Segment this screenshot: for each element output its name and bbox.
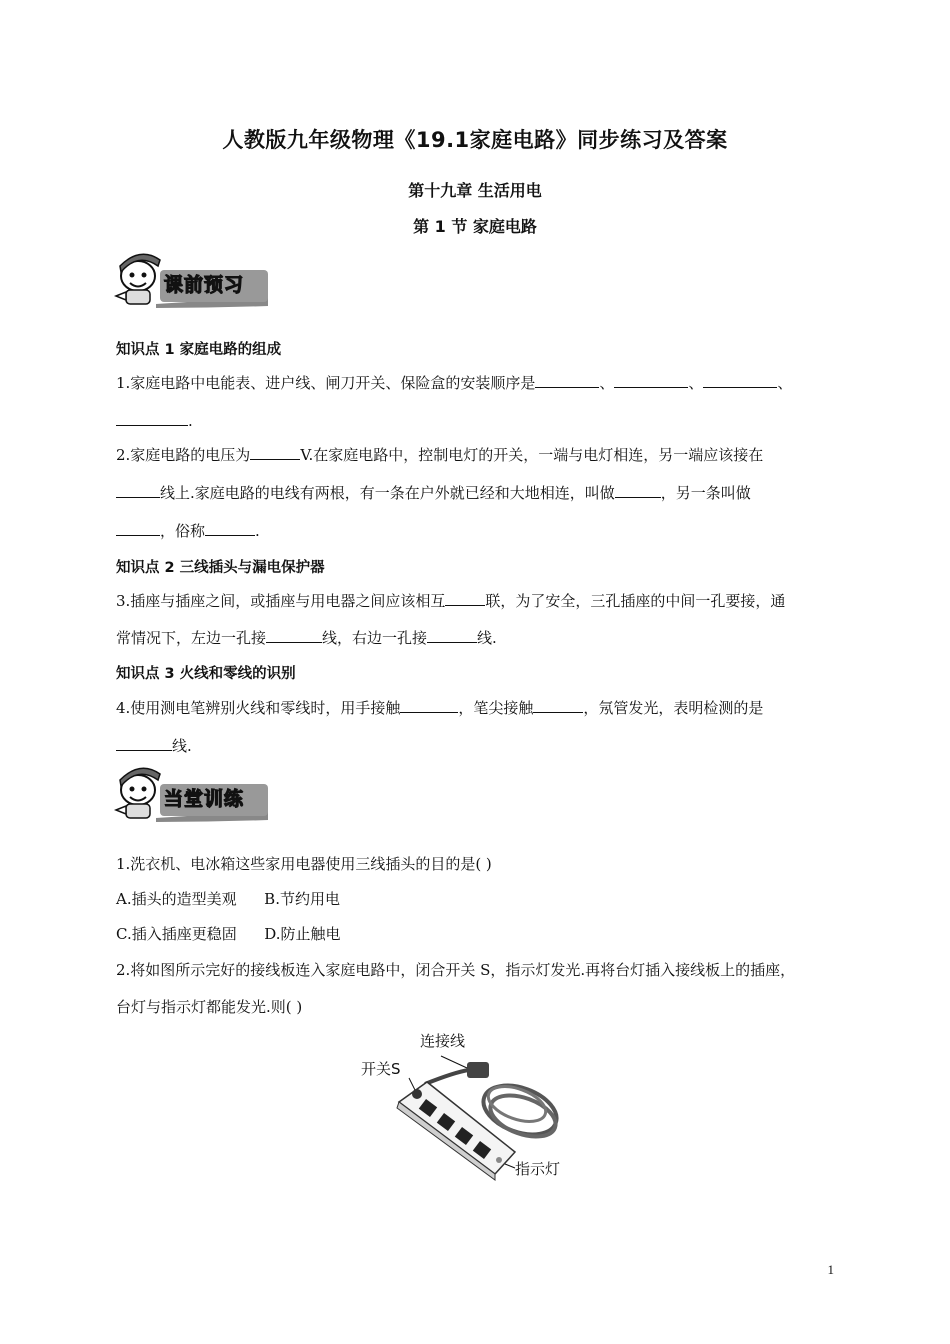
section-heading: 第 1 节 家庭电路 — [413, 217, 537, 236]
class-question-1-options-cd — [116, 923, 341, 944]
question-1: 1.家庭电路中电能表、进户线、闸刀开关、保险盒的安装顺序是 、 、 、 — [116, 374, 793, 392]
power-strip-figure — [355, 1028, 580, 1186]
class-question-2-line2: 台灯与指示灯都能发光.则( ) — [116, 998, 303, 1016]
option-c: C.插入插座更稳固 — [116, 925, 237, 943]
question-2-line2: 线上.家庭电路的电线有两根，有一条在户外就已经和大地相连，叫做 ，另一条叫做 — [116, 482, 751, 503]
option-a: A.插头的造型美观 — [116, 890, 237, 908]
label-connecting-wire: 连接线 — [420, 1032, 466, 1050]
knowledge-point-2: 知识点 2 三线插头与漏电保护器 — [116, 560, 325, 576]
class-question-2: 2.将如图所示完好的接线板连入家庭电路中，闭合开关 S，指示灯发光.再将台灯插入接线板上的插座， — [116, 961, 796, 979]
label-switch-s: 开关S — [361, 1060, 401, 1078]
knowledge-point-3: 知识点 3 火线和零线的识别 — [116, 666, 296, 682]
question-2-line3: ，俗称 . — [116, 520, 260, 541]
knowledge-point-1: 知识点 1 家庭电路的组成 — [116, 342, 282, 358]
page-number: 1 — [827, 1262, 834, 1277]
question-3: 3.插座与插座之间，或插座与用电器之间应该相互 联，为了安全，三孔插座的中间一孔要接，通 — [116, 592, 786, 610]
banner-preview-label: 课前预习 — [164, 274, 245, 296]
option-b: B.节约用电 — [264, 890, 340, 908]
question-2: 2.家庭电路的电压为 V.在家庭电路中，控制电灯的开关，一端与电灯相连，另一端应该接在 — [116, 446, 764, 464]
banner-preview — [112, 246, 272, 310]
document-title: 人教版九年级物理《19.1家庭电路》同步练习及答案 — [222, 128, 728, 152]
question-1-cont: . — [116, 410, 193, 430]
class-question-1-options-ab — [116, 888, 340, 909]
question-4-line2: 线. — [116, 735, 192, 756]
question-3-line2: 常情况下，左边一孔接 线，右边一孔接 线. — [116, 629, 497, 647]
question-4: 4.使用测电笔辨别火线和零线时，用手接触 ，笔尖接触 ，氖管发光，表明检测的是 — [116, 699, 764, 717]
banner-classroom-label: 当堂训练 — [164, 788, 245, 810]
banner-classroom — [112, 760, 272, 824]
option-d: D.防止触电 — [264, 925, 341, 943]
label-indicator-light: 指示灯 — [515, 1160, 561, 1178]
chapter-heading: 第十九章 生活用电 — [408, 181, 542, 200]
class-question-1: 1.洗衣机、电冰箱这些家用电器使用三线插头的目的是( ) — [116, 855, 492, 873]
